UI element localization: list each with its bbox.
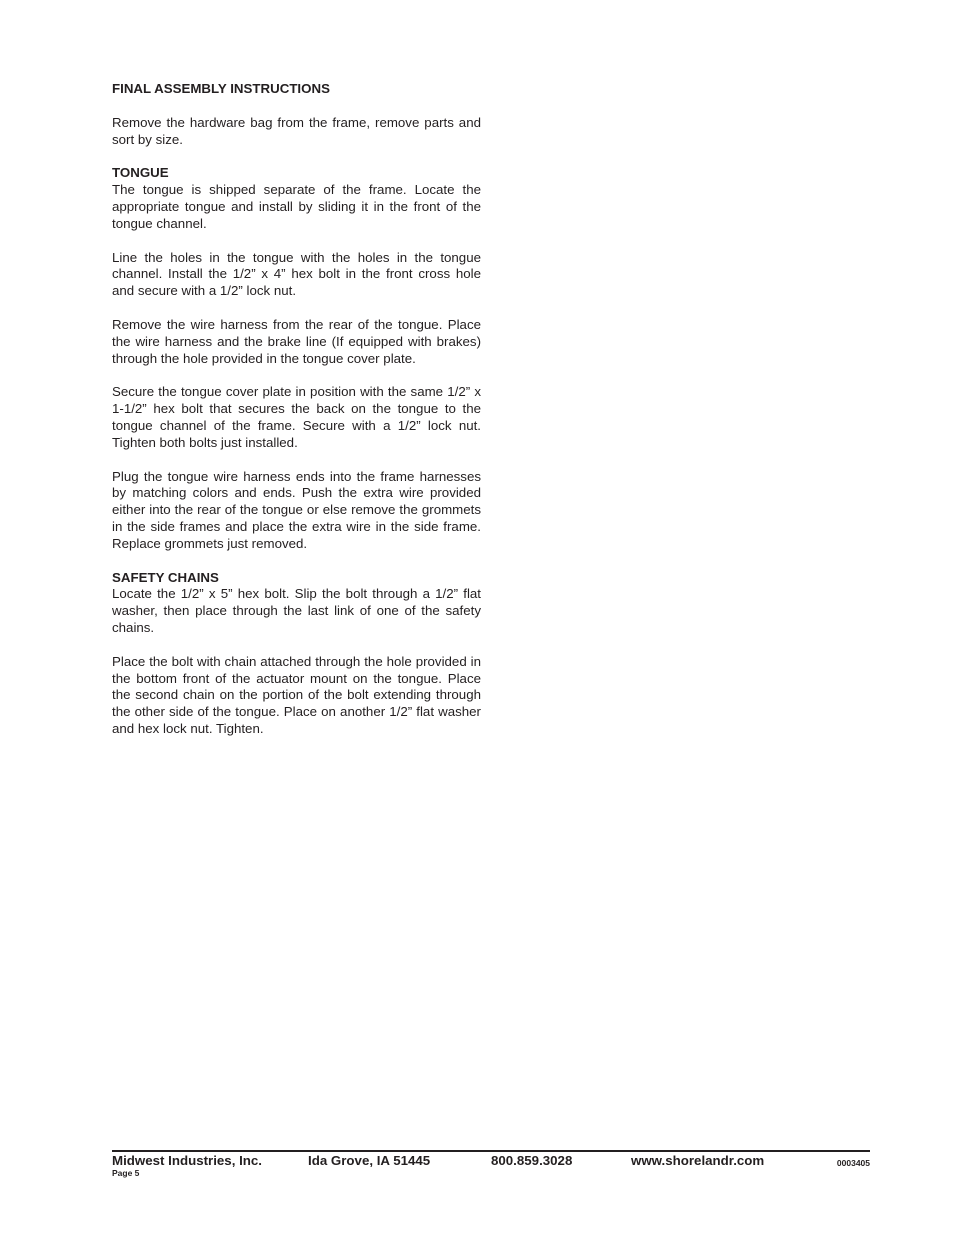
footer-divider [112,1150,870,1152]
footer-city: Ida Grove, IA 51445 [308,1153,431,1168]
footer-contact-row [112,1153,870,1171]
footer-website: www.shorelandr.com [631,1153,765,1168]
page-number: Page 5 [112,1168,140,1178]
tongue-paragraph-5: Plug the tongue wire harness ends into the frame harnesses by matching colors and ends. Push the extra wire provided either into the rear of the tongue or else remove the grommets in the side frames and place the extra wire in the side frame. Replace grommets just removed. [112,468,481,551]
footer-company: Midwest Industries, Inc. [112,1153,262,1168]
footer-doc-code: 0003405 [836,1158,870,1168]
tongue-paragraph-3: Remove the wire harness from the rear of the tongue. Place the wire harness and the brake line (If equipped with brakes) through the hole provided in the tongue cover plate. [112,316,481,366]
tongue-paragraph-2: Line the holes in the tongue with the holes in the tongue channel. Install the 1/2” x 4” hex bolt in the front cross hole and secure with a 1/2” lock nut. [112,249,481,299]
safety-chains-paragraph-2: Place the bolt with chain attached through the hole provided in the bottom front of the actuator mount on the tongue. Place the second chain on the portion of the bolt extending through the other side of the tongue. Place on another 1/2” flat washer and hex lock nut. Tighten. [112,653,481,736]
section-heading-safety-chains: SAFETY CHAINS [112,569,219,585]
safety-chains-paragraph-1: Locate the 1/2” x 5” hex bolt. Slip the bolt through a 1/2” flat washer, then place through the last link of one of the safety chains. [112,586,481,635]
section-heading-tongue: TONGUE [112,165,169,181]
page-footer [112,1153,870,1178]
tongue-paragraph-4: Secure the tongue cover plate in position with the same 1/2” x 1-1/2” hex bolt that secures the back on the tongue to the tongue channel of the frame. Secure with a 1/2” lock nut. Tighten both bolts just installed. [112,384,481,450]
instructions-column [112,81,481,755]
tongue-paragraph-1: The tongue is shipped separate of the frame. Locate the appropriate tongue and install by sliding it in the front of the tongue channel. [112,182,481,231]
footer-phone: 800.859.3028 [491,1153,573,1168]
intro-paragraph: Remove the hardware bag from the frame, remove parts and sort by size. [112,114,481,147]
page-title: FINAL ASSEMBLY INSTRUCTIONS [112,81,330,96]
